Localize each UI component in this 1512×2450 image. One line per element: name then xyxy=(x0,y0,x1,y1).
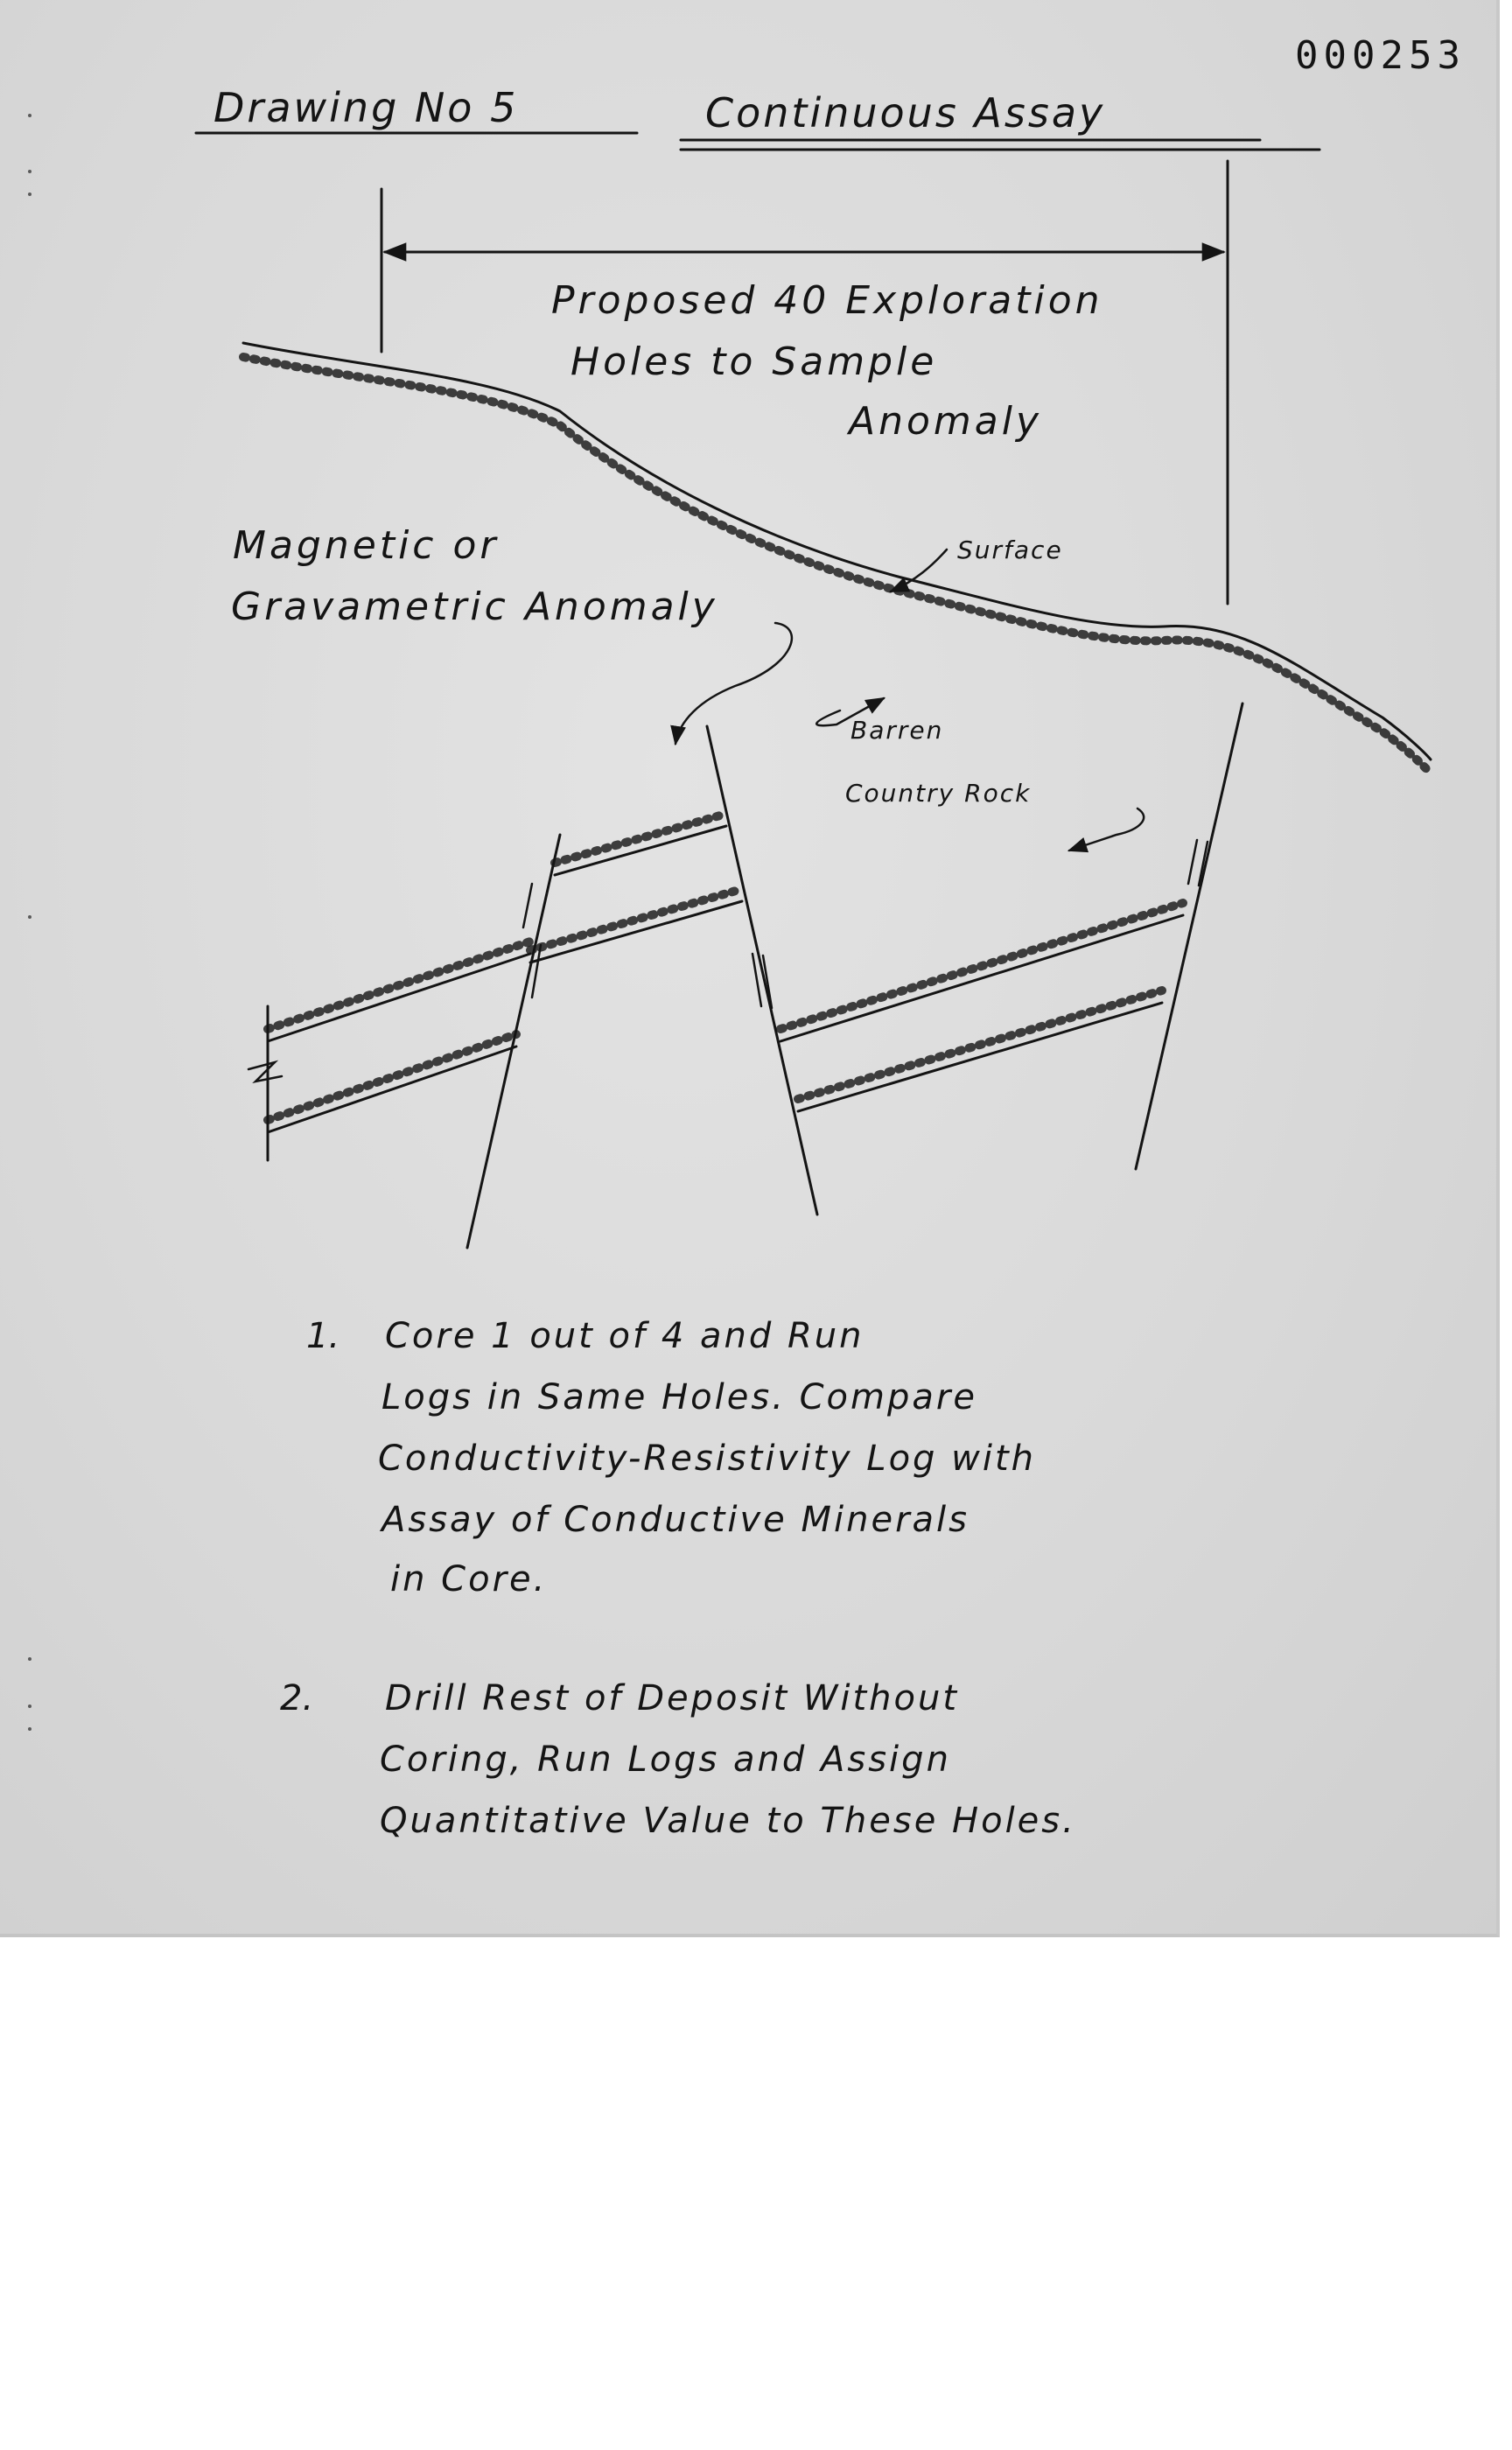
note-2-number: 2. xyxy=(280,1678,314,1718)
note-1-line-3: Conductivity-Resistivity Log with xyxy=(378,1438,1037,1479)
stratum-middle-bottom-hatch xyxy=(530,889,742,950)
stratum-left-top-hatch xyxy=(268,942,530,1029)
surface-label: Surface xyxy=(957,536,1063,564)
note-1-line-4: Assay of Conductive Minerals xyxy=(382,1500,970,1540)
note-2-line-1: Drill Rest of Deposit Without xyxy=(385,1678,960,1718)
barren-leader-bottom xyxy=(1069,808,1144,850)
stratum-left-bottom-hatch xyxy=(268,1034,516,1120)
proposed-holes-label-1: Proposed 40 Exploration xyxy=(551,278,1103,323)
drawing-subtitle: Continuous Assay xyxy=(705,89,1106,136)
document-number: 000253 xyxy=(1295,33,1466,78)
note-2-line-2: Coring, Run Logs and Assign xyxy=(380,1740,951,1780)
note-2-line-3: Quantitative Value to These Holes. xyxy=(380,1801,1076,1841)
fault-tick-right xyxy=(1188,840,1208,886)
proposed-holes-label-3: Anomaly xyxy=(849,399,1042,444)
fault-right xyxy=(1136,704,1242,1169)
binder-margin-marks xyxy=(26,0,33,1934)
stratum-middle-top-hatch xyxy=(555,814,726,863)
anomaly-leader xyxy=(676,623,792,744)
barren-label-2: Country Rock xyxy=(845,779,1032,808)
fault-middle xyxy=(707,726,817,1214)
anomaly-label-1: Magnetic or xyxy=(233,523,500,568)
note-1-line-5: in Core. xyxy=(390,1559,548,1600)
stratum-left-bottom xyxy=(268,1046,516,1132)
stratum-left-top xyxy=(268,954,530,1041)
break-symbol xyxy=(248,1062,282,1082)
surface-leader xyxy=(891,550,947,592)
stratum-right-top xyxy=(780,915,1183,1041)
note-1-line-2: Logs in Same Holes. Compare xyxy=(382,1377,977,1418)
fault-left xyxy=(467,835,560,1248)
stratum-middle-top xyxy=(555,826,726,875)
barren-label-1: Barren xyxy=(850,716,944,745)
proposed-holes-label-2: Holes to Sample xyxy=(570,340,938,384)
stratum-right-top-hatch xyxy=(780,903,1183,1029)
note-1-number: 1. xyxy=(306,1316,340,1356)
note-1-line-1: Core 1 out of 4 and Run xyxy=(385,1316,864,1356)
stratum-middle-bottom xyxy=(530,901,742,962)
anomaly-label-2: Gravametric Anomaly xyxy=(231,584,718,629)
drawing-title: Drawing No 5 xyxy=(214,84,519,131)
